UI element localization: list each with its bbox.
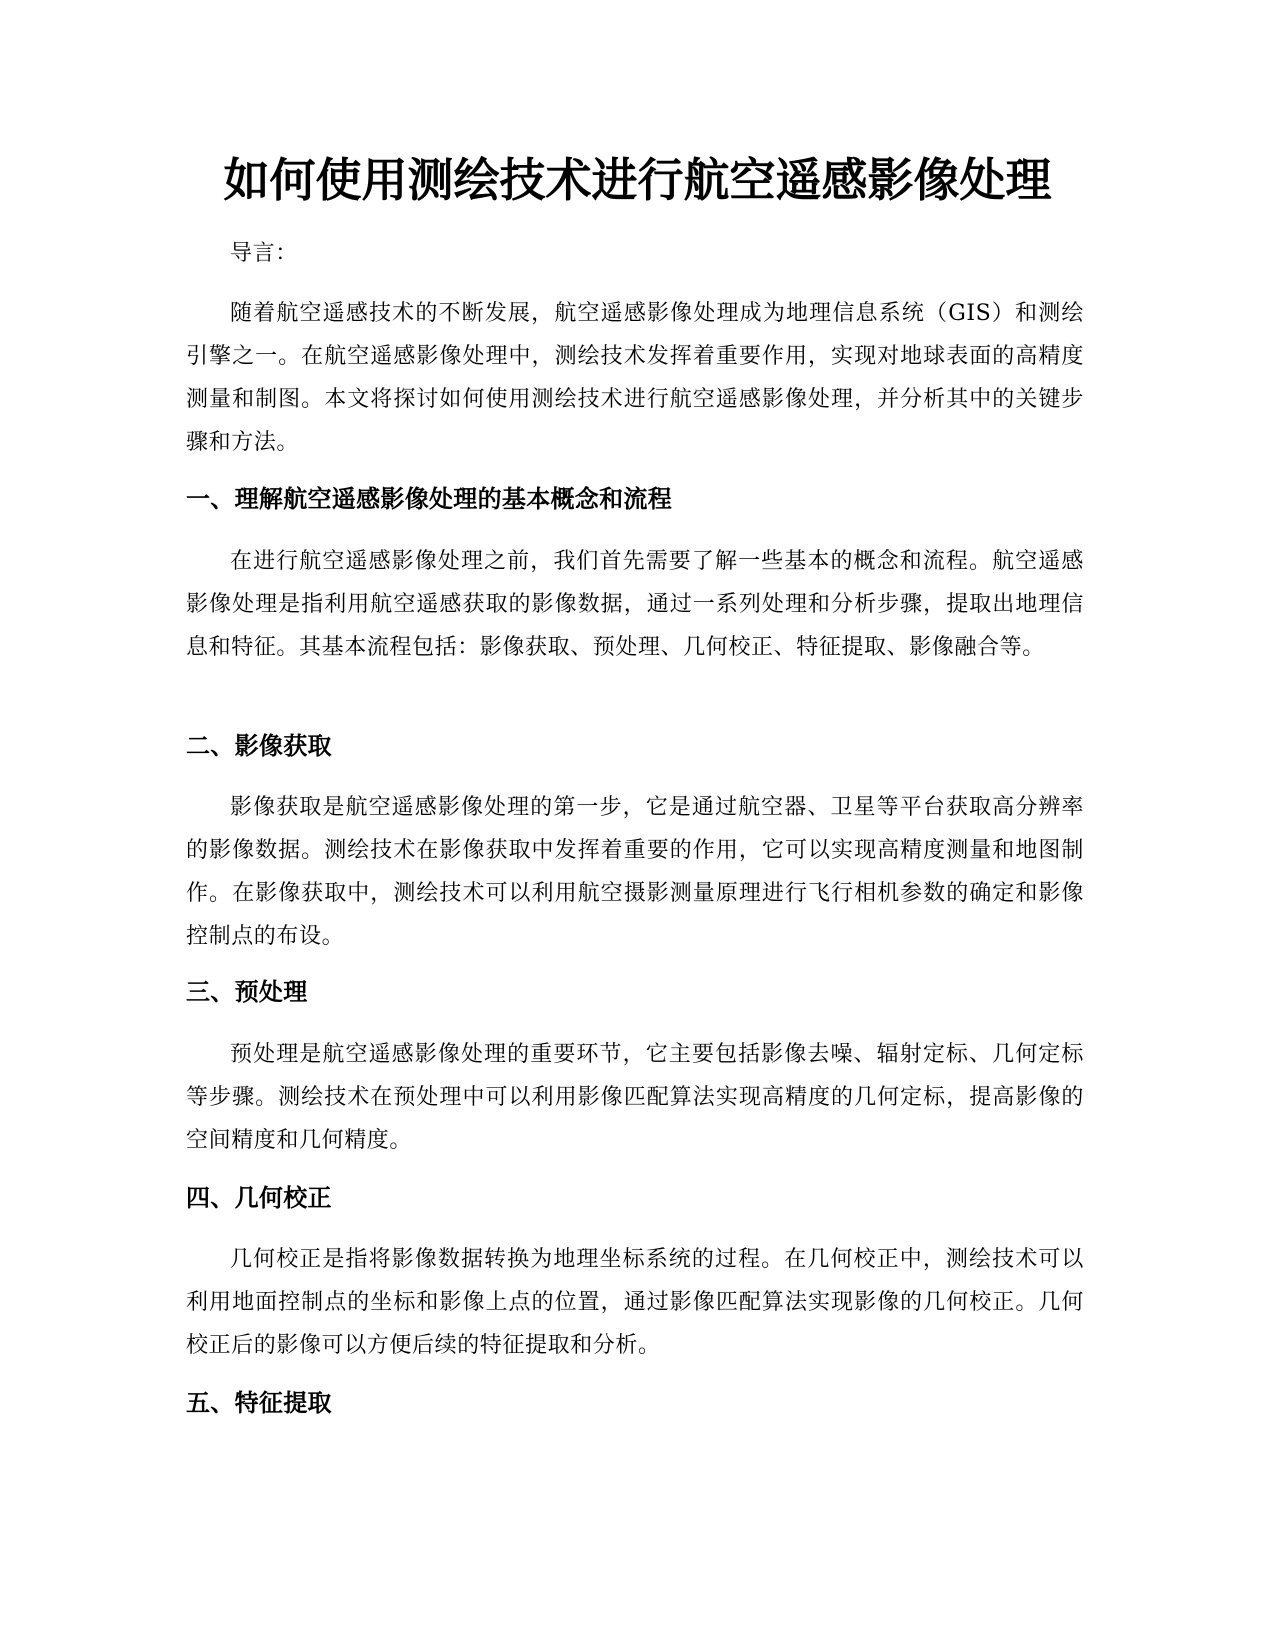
section-2-paragraph: 影像获取是航空遥感影像处理的第一步，它是通过航空器、卫星等平台获取高分辨率的影像数据。测绘技术在影像获取中发挥着重要的作用，它可以实现高精度测量和地图制作。在影像获取中，测绘技术可以利用航空摄影测量原理进行飞行相机参数的确定和影像控制点的布设。 [186, 795, 1084, 949]
section-4-paragraph: 几何校正是指将影像数据转换为地理坐标系统的过程。在几何校正中，测绘技术可以利用地面控制点的坐标和影像上点的位置，通过影像匹配算法实现影像的几何校正。几何校正后的影像可以方便后续的特征提取和分析。 [186, 1247, 1084, 1358]
section-3-paragraph: 预处理是航空遥感影像处理的重要环节，它主要包括影像去噪、辐射定标、几何定标等步骤。测绘技术在预处理中可以利用影像匹配算法实现高精度的几何定标，提高影像的空间精度和几何精度。 [186, 1042, 1084, 1153]
document-title: 如何使用测绘技术进行航空遥感影像处理 [223, 153, 1052, 207]
section-1-paragraph: 在进行航空遥感影像处理之前，我们首先需要了解一些基本的概念和流程。航空遥感影像处理是指利用航空遥感获取的影像数据，通过一系列处理和分析步骤，提取出地理信息和特征。其基本流程包括：影像获取、预处理、几何校正、特征提取、影像融合等。 [186, 549, 1084, 660]
intro-label: 导言： [230, 241, 298, 266]
intro-paragraph: 随着航空遥感技术的不断发展，航空遥感影像处理成为地理信息系统（GIS）和测绘引擎之一。在航空遥感影像处理中，测绘技术发挥着重要作用，实现对地球表面的高精度测量和制图。本文将探讨如何使用测绘技术进行航空遥感影像处理，并分析其中的关键步骤和方法。 [186, 301, 1084, 455]
section-3-heading: 三、预处理 [186, 978, 308, 1006]
section-4-heading: 四、几何校正 [186, 1184, 332, 1212]
section-2-heading: 二、影像获取 [186, 732, 332, 760]
section-1-heading: 一、理解航空遥感影像处理的基本概念和流程 [186, 485, 672, 513]
section-5-heading: 五、特征提取 [186, 1389, 332, 1417]
